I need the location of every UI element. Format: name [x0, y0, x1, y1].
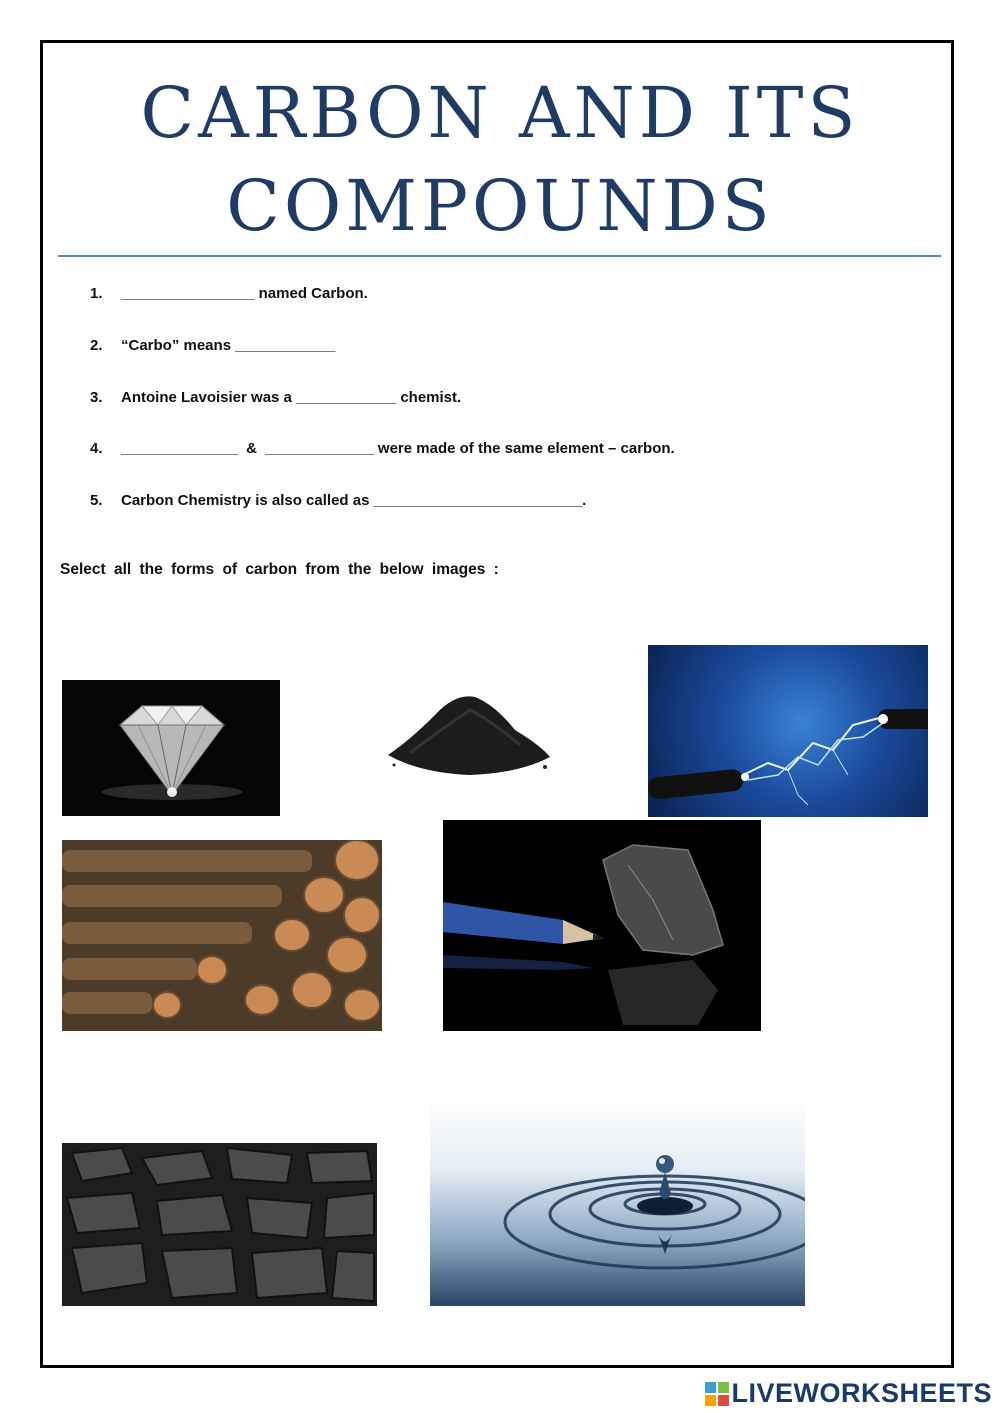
- question-text: Antoine Lavoisier was a ____________ chemist.: [121, 389, 462, 406]
- question-text: Carbon Chemistry is also called as _________________________.: [121, 492, 587, 509]
- graphite-pencil-image[interactable]: [443, 820, 761, 1031]
- liveworksheets-watermark: [705, 1378, 992, 1409]
- charcoal-image[interactable]: [62, 1143, 377, 1306]
- question-text: “Carbo” means ____________: [121, 337, 336, 354]
- liveworksheets-logo-icon: [705, 1382, 729, 1406]
- question-text: ________________ named Carbon.: [121, 285, 368, 302]
- water-drop-image[interactable]: [430, 1094, 805, 1306]
- wood-logs-image[interactable]: [62, 840, 382, 1031]
- page-title-line-2: COMPOUNDS: [226, 165, 774, 247]
- question-number: 5.: [90, 492, 103, 509]
- question-number: 3.: [90, 389, 103, 406]
- question-number: 2.: [90, 337, 103, 354]
- question-number: 1.: [90, 285, 103, 302]
- question-5: [90, 492, 586, 509]
- question-1: [90, 285, 368, 302]
- question-3: [90, 389, 461, 406]
- question-4: [90, 440, 675, 457]
- question-number: 4.: [90, 440, 103, 457]
- question-text: ______________ & _____________ were made of the same element – carbon.: [121, 440, 675, 457]
- watermark-text: LIVEWORKSHEETS: [731, 1378, 992, 1408]
- diamond-image[interactable]: [62, 680, 280, 816]
- electricity-image[interactable]: [648, 645, 928, 817]
- instruction-text: Select all the forms of carbon from the below images :: [60, 561, 499, 578]
- page-title-line-1: CARBON AND ITS: [140, 72, 860, 154]
- title-divider: [58, 255, 941, 257]
- question-2: [90, 337, 335, 354]
- black-powder-image[interactable]: [380, 675, 555, 785]
